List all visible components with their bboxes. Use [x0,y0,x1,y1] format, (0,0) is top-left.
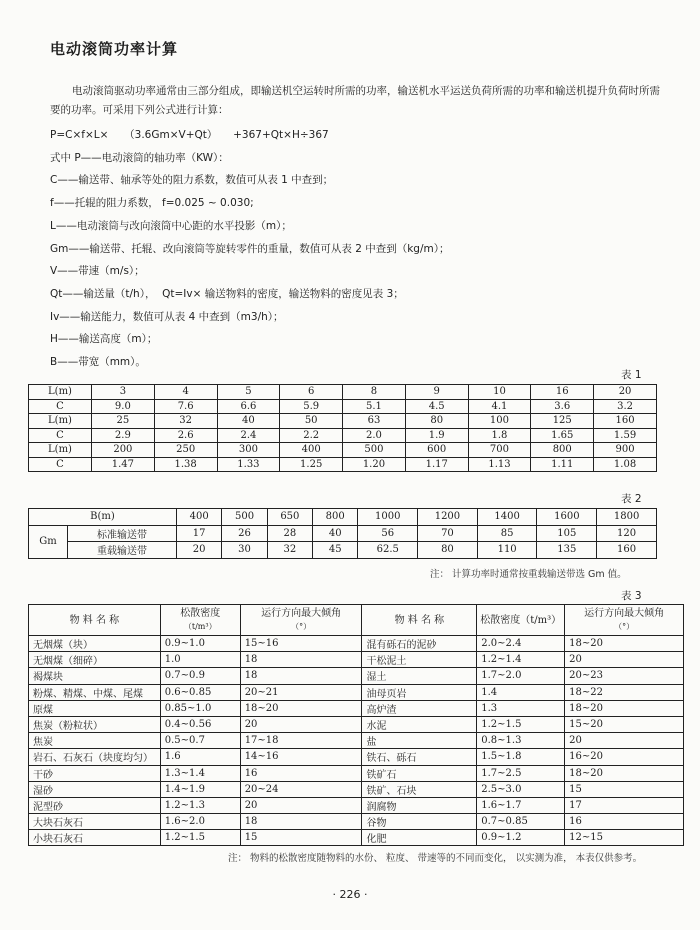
table-cell: 15~20 [565,716,684,732]
table-cell: 18 [240,668,362,684]
table-cell: 1.4~1.9 [160,781,240,797]
table-cell: 1.6~2.0 [160,814,240,830]
table-cell: 20 [240,716,362,732]
row-label: L(m) [29,414,92,429]
table-cell: 1.25 [280,457,343,472]
table-cell: 25 [92,414,155,429]
table-cell: 50 [280,414,343,429]
table-row [29,428,657,443]
table-cell: 2.0 [343,428,406,443]
table-cell: 100 [468,414,531,429]
table-cell: 1.6 [160,749,240,765]
width-cell: 1000 [358,509,418,526]
table-cell: 1.7~2.5 [477,765,565,781]
definition-line: L——电动滚筒与改向滚筒中心距的水平投影（m）； [50,219,292,232]
definition-line: B——带宽（mm）。 [50,356,146,369]
page-title: 电动滚筒功率计算 [50,40,179,58]
material-density-table [28,604,684,846]
table-cell: 18 [240,652,362,668]
table-cell: 85 [477,525,537,542]
table1-caption: 表 1 [621,369,642,381]
definition-line: V——带速（m/s）； [50,265,145,278]
table-cell: 17~18 [240,733,362,749]
table2-caption: 表 2 [621,493,642,505]
table-cell: 粉煤、精煤、中煤、尾煤 [29,684,161,700]
table-cell: 1.47 [92,457,155,472]
table-cell: 1.13 [468,457,531,472]
table-cell: 0.8~1.3 [477,733,565,749]
table-cell: 9.0 [92,399,155,414]
resistance-coefficient-table [28,384,657,472]
table-cell: 15~16 [240,636,362,652]
page-number: · 226 · [332,888,368,901]
table-cell: 28 [267,525,312,542]
table-cell: 1.65 [531,428,594,443]
table-cell: 干砂 [29,765,161,781]
row-label: L(m) [29,443,92,458]
table-row [29,652,684,668]
table-cell: 泥型砂 [29,797,161,813]
table-row [29,457,657,472]
table-row [29,399,657,414]
table-cell: 15 [565,781,684,797]
table-cell: 1.2~1.4 [477,652,565,668]
definition-line: C——输送带、轴承等处的阻力系数，数值可从表 1 中查到； [50,174,334,187]
table-cell: 0.7~0.85 [477,814,565,830]
table3-caption: 表 3 [621,590,642,602]
table-cell: 110 [477,542,537,559]
table-row [29,765,684,781]
table-cell: 2.4 [217,428,280,443]
table-cell: 20 [240,797,362,813]
table2-row-label: 标准输送带 [68,525,177,542]
table-cell: 小块石灰石 [29,830,161,846]
table-cell: 0.7~0.9 [160,668,240,684]
table-cell: 17 [565,797,684,813]
table-cell: 16~20 [565,749,684,765]
width-cell: 800 [313,509,358,526]
table-cell: 1.4 [477,684,565,700]
table-cell: 湿砂 [29,781,161,797]
table-cell: 5.1 [343,399,406,414]
table-row [29,749,684,765]
table-cell: 32 [154,414,217,429]
table-row [29,716,684,732]
table-cell: 1.9 [405,428,468,443]
table-cell: 105 [537,525,597,542]
header-angle-2: 运行方向最大倾角 （°） [565,605,684,636]
table-cell: 1.59 [594,428,657,443]
table-cell: 135 [537,542,597,559]
row-label: C [29,457,92,472]
table-cell: 120 [597,525,657,542]
table-cell: 无烟煤（块） [29,636,161,652]
row-label: L(m) [29,385,92,400]
table-cell: 2.0~2.4 [477,636,565,652]
table-cell: 10 [468,385,531,400]
table-cell: 1.0 [160,652,240,668]
definition-line: H——输送高度（m）； [50,333,158,346]
width-cell: 1600 [537,509,597,526]
table-cell: 1.3 [477,700,565,716]
table-cell: 30 [222,542,267,559]
table-cell: 6 [280,385,343,400]
definition-line: Qt——输送量（t/h）， Qt=Iv× 输送物料的密度，输送物料的密度见表 3； [50,287,404,300]
table-cell: 16 [240,765,362,781]
table-cell: 润腐物 [362,797,477,813]
table-cell: 18~20 [240,700,362,716]
intro-paragraph: 电动滚筒驱动功率通常由三部分组成，即输送机空运转时所需的功率，输送机水平运送负荷所需的功率和输送机提升负荷时所需要的功率。可采用下列公式进行计算： [50,85,660,116]
table-cell: 15 [240,830,362,846]
table-cell: 湿土 [362,668,477,684]
table-cell: 油母页岩 [362,684,477,700]
table-cell: 500 [343,443,406,458]
table-cell: 铁矿石 [362,765,477,781]
table-cell: 18~22 [565,684,684,700]
table-cell: 18~20 [565,765,684,781]
table-cell: 80 [418,542,478,559]
formula-block [50,124,449,374]
table3-note: 注： 物料的松散密度随物料的水份、 粒度、 带速等的不同而变化， 以实测为准， 本表仅供参考。 [228,853,643,864]
definition-line: Iv——输送能力，数值可从表 4 中查到（m3/h）； [50,310,284,323]
header-material: 物 料 名 称 [29,605,161,636]
table-row [29,443,657,458]
table-cell: 32 [267,542,312,559]
table-cell: 20 [177,542,222,559]
table-cell: 56 [358,525,418,542]
table-cell: 1.08 [594,457,657,472]
table-cell: 12~15 [565,830,684,846]
table-row [29,814,684,830]
table-cell: 0.9~1.0 [160,636,240,652]
table-cell: 1.5~1.8 [477,749,565,765]
width-cell: 1400 [477,509,537,526]
table-cell: 铁石、砾石 [362,749,477,765]
table-cell: 18~20 [565,636,684,652]
table-cell: 0.4~0.56 [160,716,240,732]
formula: P=C×f×L× （3.6Gm×V+Qt） +367+Qt×H÷367 [50,129,329,141]
table-cell: 干松泥土 [362,652,477,668]
table-cell: 高炉渣 [362,700,477,716]
table-cell: 水泥 [362,716,477,732]
table-cell: 0.85~1.0 [160,700,240,716]
table-cell: 20~24 [240,781,362,797]
table-cell: 40 [313,525,358,542]
table-cell: 300 [217,443,280,458]
table-cell: 0.6~0.85 [160,684,240,700]
table-cell: 600 [405,443,468,458]
table-cell: 17 [177,525,222,542]
header-angle: 运行方向最大倾角 （°） [240,605,362,636]
table-cell: 2.2 [280,428,343,443]
table-row [29,733,684,749]
table-cell: 岩石、石灰石（块度均匀） [29,749,161,765]
table-row [29,414,657,429]
width-cell: 650 [267,509,312,526]
table-cell: 1.6~1.7 [477,797,565,813]
table-cell: 200 [92,443,155,458]
table-cell: 160 [597,542,657,559]
table-cell: 400 [280,443,343,458]
table-cell: 900 [594,443,657,458]
table-cell: 无烟煤（细碎） [29,652,161,668]
table-cell: 14~16 [240,749,362,765]
table-cell: 1.3~1.4 [160,765,240,781]
rotating-mass-table [28,508,657,559]
table-cell: 160 [594,414,657,429]
table-cell: 1.17 [405,457,468,472]
table-cell: 80 [405,414,468,429]
table-cell: 铁矿、石块 [362,781,477,797]
table-cell: 1.8 [468,428,531,443]
table-cell: 45 [313,542,358,559]
table-cell: 62.5 [358,542,418,559]
table-cell: 63 [343,414,406,429]
table-cell: 18~20 [565,700,684,716]
table-cell: 盐 [362,733,477,749]
table-cell: 70 [418,525,478,542]
table-row [29,781,684,797]
table-cell: 20 [594,385,657,400]
table2-row-label: 重载输送带 [68,542,177,559]
header-density-2: 松散密度（t/m³） [477,605,565,636]
table-cell: 20~21 [240,684,362,700]
table-cell: 125 [531,414,594,429]
table-row [29,797,684,813]
width-cell: 1800 [597,509,657,526]
table-cell: 26 [222,525,267,542]
table-cell: 800 [531,443,594,458]
table-cell: 0.9~1.2 [477,830,565,846]
table-row [29,636,684,652]
header-material-2: 物 料 名 称 [362,605,477,636]
table-cell: 1.2~1.5 [160,830,240,846]
table-cell: 大块石灰石 [29,814,161,830]
table-cell: 16 [531,385,594,400]
table-cell: 18 [240,814,362,830]
width-cell: 500 [222,509,267,526]
table-row [29,385,657,400]
table-cell: 4.1 [468,399,531,414]
row-label: C [29,399,92,414]
width-cell: 400 [177,509,222,526]
table-cell: 化肥 [362,830,477,846]
table-cell: 700 [468,443,531,458]
table-cell: 20 [565,733,684,749]
table-cell: 2.6 [154,428,217,443]
table-row [29,684,684,700]
table-cell: 9 [405,385,468,400]
table-cell: 3.2 [594,399,657,414]
table-row [29,830,684,846]
table-cell: 16 [565,814,684,830]
header-density: 松散密度 （t/m³） [160,605,240,636]
table-cell: 2.9 [92,428,155,443]
table-cell: 3 [92,385,155,400]
table-cell: 1.2~1.5 [477,716,565,732]
table2-header-label: B(m) [29,509,177,526]
definition-line: 式中 P——电动滚筒的轴功率（KW）： [50,151,229,164]
table-cell: 1.7~2.0 [477,668,565,684]
table-cell: 40 [217,414,280,429]
table-cell: 5 [217,385,280,400]
table-cell: 1.38 [154,457,217,472]
table-cell: 250 [154,443,217,458]
table-cell: 谷物 [362,814,477,830]
row-label: C [29,428,92,443]
table-cell: 焦炭（粉粒状） [29,716,161,732]
width-cell: 1200 [418,509,478,526]
table-cell: 5.9 [280,399,343,414]
table-cell: 褐煤块 [29,668,161,684]
table-cell: 4 [154,385,217,400]
table-cell: 1.2~1.3 [160,797,240,813]
table-cell: 1.33 [217,457,280,472]
table-cell: 1.11 [531,457,594,472]
table-cell: 1.20 [343,457,406,472]
table2-note: 注： 计算功率时通常按重载输送带选 Gm 值。 [430,569,627,580]
table-cell: 原煤 [29,700,161,716]
table-cell: 焦炭 [29,733,161,749]
definition-line: Gm——输送带、托辊、改向滚筒等旋转零件的重量，数值可从表 2 中查到（kg/m）； [50,242,450,255]
table-cell: 0.5~0.7 [160,733,240,749]
table-cell: 2.5~3.0 [477,781,565,797]
table-cell: 3.6 [531,399,594,414]
table-cell: 混有砾石的泥砂 [362,636,477,652]
table2-group-label: Gm [29,525,68,558]
table-cell: 7.6 [154,399,217,414]
table-cell: 20~23 [565,668,684,684]
table-cell: 6.6 [217,399,280,414]
definition-line: f——托辊的阻力系数， f=0.025 ~ 0.030; [50,197,254,210]
table-row [29,668,684,684]
table-cell: 8 [343,385,406,400]
table-cell: 4.5 [405,399,468,414]
table-row [29,700,684,716]
table-cell: 20 [565,652,684,668]
